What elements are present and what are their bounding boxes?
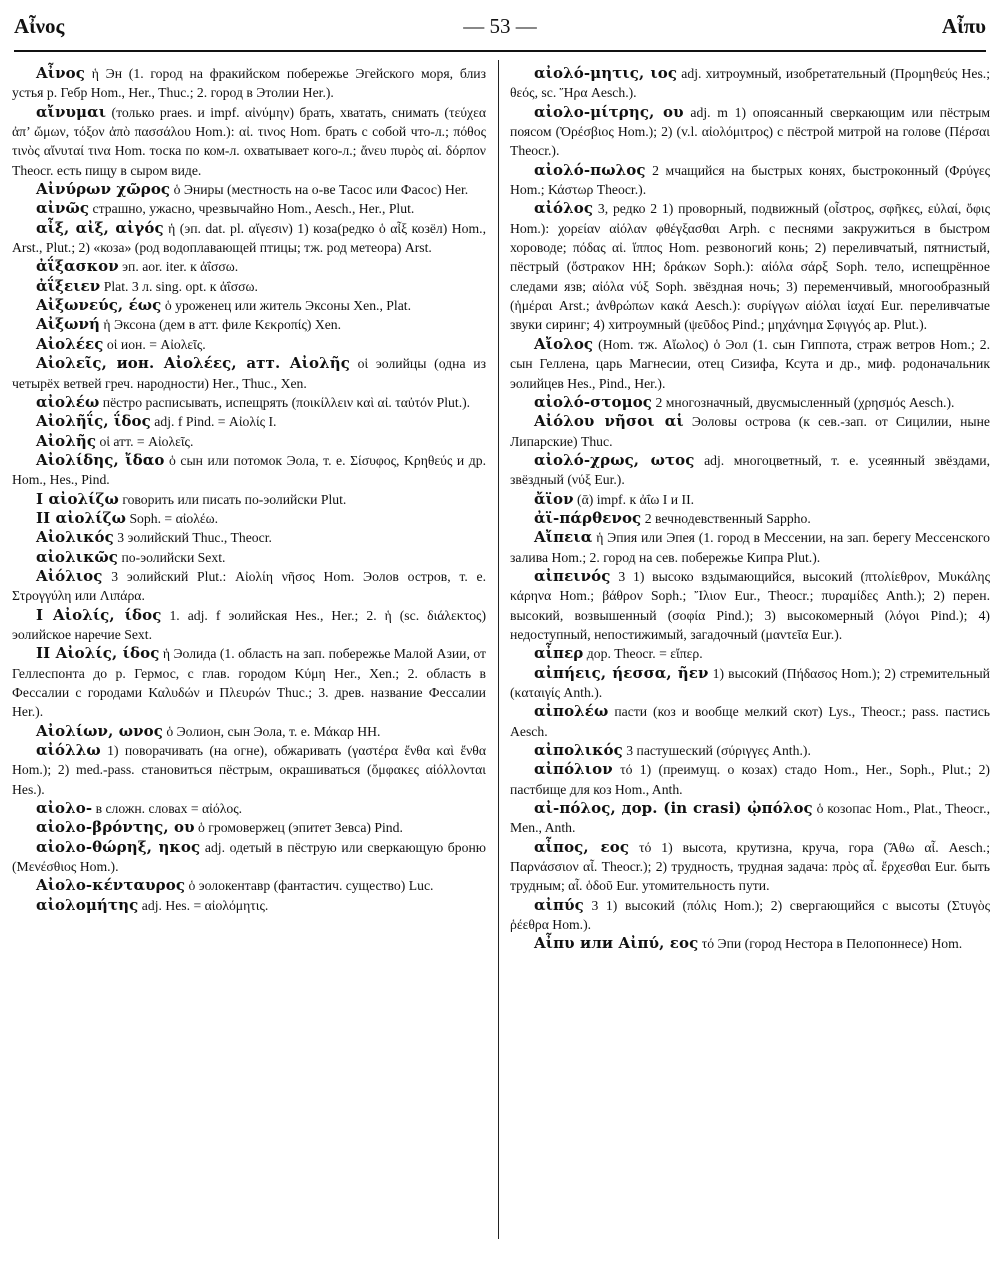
dictionary-entry — [12, 64, 486, 103]
entry-definition: adj. одетый в пёструю или сверкающую броню (Μενέσθιος Hom.). — [12, 839, 486, 875]
entry-headword: ἀΐξασκον — [36, 257, 119, 276]
entry-headword: αἰολό-χρως, ωτος — [534, 450, 695, 469]
entry-definition: (только praes. и impf. αἰνύμην) брать, хватать, снимать (τεύχεα ἀπ’ ὤμων, τόξον ἀπὸ πασσάλου Hom.): αἰ. τινος Hom. брать с собой что-л.; πόθος τινὸς αἴνυταί τινα Hom. тоска по ком-л. охватывает кого-л.; ἄνευ πυρὸς αἰ. δόρπον Theocr. есть пищу в сыром виде. — [12, 104, 486, 178]
dictionary-entry — [510, 509, 990, 528]
dictionary-entry — [12, 451, 486, 490]
dictionary-entry — [12, 509, 486, 528]
dictionary-entry — [12, 412, 486, 431]
entry-definition: adj. хитроумный, изобретательный (Προμηθεύς Hes.; θεός, sc. Ἥρα Aesch.). — [510, 66, 990, 101]
entry-headword: αἰολό-πωλος — [534, 160, 646, 179]
dictionary-entry — [510, 644, 990, 663]
dictionary-entry — [510, 412, 990, 451]
entry-headword: Αἰόλου νῆσοι αἱ — [534, 412, 684, 431]
dictionary-entry — [12, 277, 486, 296]
dictionary-entry — [12, 296, 486, 315]
header-last-word: Αἶπυ — [941, 14, 986, 38]
entry-definition: (Hom. тж. Αἴωλος) ὁ Эол (1. сын Гиппота, страж ветров Hom.; 2. сын Геллена, царь Магнесии, отец Сизифа, Ксута и др., миф. родоначальник эолийцев Hes., Pind., Her.). — [510, 336, 991, 391]
entry-definition: 2 многозначный, двусмысленный (χρησμός Aesch.). — [655, 394, 955, 410]
dictionary-entry — [510, 490, 990, 509]
entry-definition: ἡ (эп. dat. pl. αἴγεσιν) 1) коза(редко ὁ αἶξ козёл) Hom., Arst., Plut.; 2) «коза» (род водоплавающей птицы; тж. род метеора) Arst. — [12, 220, 486, 256]
entry-definition: ὁ Эолион, сын Эола, т. е. Μάκαρ HH. — [166, 723, 381, 739]
entry-definition: эп. aor. iter. к ἀΐσσω. — [122, 259, 239, 275]
entry-definition: τό Эпи (город Нестора в Пелопоннесе) Hom. — [701, 936, 963, 952]
entry-definition: ὁ сын или потомок Эола, т. е. Σίσυφος, Κρηθεύς и др. Hom., Hes., Pind. — [12, 452, 486, 488]
dictionary-entry — [510, 702, 990, 741]
entry-headword: αἰπεινός — [534, 566, 611, 585]
entry-headword: αἰπολικός — [534, 741, 623, 760]
entry-headword: II Αἰολίς, ίδος — [36, 644, 160, 663]
entry-definition: adj. f Pind. = Αἰολίς I. — [154, 414, 277, 430]
dictionary-entry — [12, 606, 486, 645]
entry-definition: ἡ Эн (1. город на фракийском побережье Эгейского моря, близ устья р. Гебр Hom., Her., Thuc.; 2. город в Этолии Her.). — [12, 66, 487, 101]
entry-headword: Αἰολῆΐς, ΐδος — [36, 412, 151, 431]
entry-definition: ὁ громовержец (эпитет Зевса) Pind. — [198, 820, 403, 836]
dictionary-entry — [12, 567, 486, 606]
dictionary-entry — [12, 722, 486, 741]
dictionary-entry — [12, 180, 486, 199]
dictionary-entry — [12, 490, 486, 509]
entry-definition: пёстро расписывать, испещрять (ποικίλλειν καὶ αἰ. ταὐτόν Plut.). — [102, 394, 471, 410]
entry-headword: Αἶνος — [36, 64, 85, 82]
entry-headword: αἰπήεις, ήεσσα, ῆεν — [534, 663, 709, 682]
entry-headword: αἰπόλιον — [534, 760, 613, 779]
dictionary-entry — [510, 103, 990, 161]
dictionary-entry — [510, 451, 990, 490]
dictionary-entry — [510, 896, 990, 935]
entry-headword: I αἰολίζω — [36, 489, 119, 508]
entry-definition: (ᾱ) impf. к ἀΐω I и II. — [577, 491, 695, 507]
entry-definition: ὁ эолокентавр (фантастич. существо) Luc. — [188, 878, 434, 894]
entry-definition: 2 вечнодевственный Sappho. — [644, 510, 811, 526]
entry-headword: αἰόλλω — [36, 741, 101, 760]
entry-headword: αἰολο-μίτρης, ου — [534, 102, 684, 121]
entry-definition: adj. m 1) опоясанный сверкающим или пёстрым поясом (Ὀρέσβιος Hom.); 2) (v.l. αἰολόμιτρος) с пёстрой митрой на голове (Πέρσαι Theocr.). — [510, 104, 990, 159]
dictionary-entry — [12, 335, 486, 354]
entry-definition: οἱ эолийцы (одна из четырёх ветвей греч. народности) Her., Thuc., Xen. — [12, 356, 486, 391]
entry-headword: αἰνῶς — [36, 199, 90, 218]
entry-definition: ἡ Эолида (1. область на зап. побережье Малой Азии, от Геллеспонта до р. Гермос, с глав. городом Κύμη Her., Xen.; 2. область в Фессалии с городами Καλυδών и Πλευρών Thuc.; 3. древ. название Фессалии Her.). — [12, 646, 487, 720]
page-number: — 53 — — [463, 14, 537, 38]
dictionary-entry — [510, 199, 990, 334]
entry-headword: Αἰολικός — [36, 528, 114, 547]
entry-headword: Αἰολέες — [36, 334, 104, 353]
entry-definition: 1. adj. f эолийская Hes., Her.; 2. ἡ (sc. διάλεκτος) эолийское наречие Sext. — [12, 607, 487, 642]
entry-headword: αἰολομήτης — [36, 895, 139, 914]
entry-headword: ἀΐξειεν — [36, 276, 101, 295]
entry-definition: ὁ Эниры (местность на о-ве Тасос или Фасос) Her. — [173, 182, 469, 198]
entry-definition: 1) поворачивать (на огне), обжаривать (γαστέρα ἔνθα καὶ ἔνθα Hom.); 2) med.-pass. становиться пёстрым, окрашиваться (ὄμφακες αἰόλλονται Hes.). — [12, 743, 487, 797]
entry-headword: αἰπολέω — [534, 702, 609, 721]
entry-definition: ὁ козопас Hom., Plat., Theocr., Men., Anth. — [510, 801, 991, 836]
entry-definition: 1) высокий (Πήδασος Hom.); 2) стремительный (καταιγίς Anth.). — [510, 665, 991, 700]
dictionary-entry — [510, 335, 990, 393]
entry-headword: ἀϊ-πάρθενος — [534, 508, 642, 527]
dictionary-entry — [12, 199, 486, 218]
entry-definition: страшно, ужасно, чрезвычайно Hom., Aesch., Her., Plut. — [92, 201, 415, 217]
left-column — [12, 64, 486, 915]
header-first-word: Αἶνος — [14, 14, 65, 38]
entry-definition: 3 1) высокий (πόλις Hom.); 2) свергающийся с высоты (Στυγὸς ῥέεθρα Hom.). — [510, 897, 991, 933]
entry-definition: 3 пастушеский (σύριγγες Anth.). — [626, 743, 811, 759]
dictionary-entry — [510, 741, 990, 760]
dictionary-entry — [12, 432, 486, 451]
dictionary-entry — [510, 838, 990, 896]
dictionary-entry — [510, 934, 990, 953]
entry-headword: Αἰολεῖς, ион. Αἰολέες, атт. Αἰολῆς — [36, 354, 350, 373]
entry-headword: Αἰνύρων χῶρος — [36, 180, 171, 199]
entry-definition: по-эолийски Sext. — [121, 549, 226, 565]
dictionary-entry — [510, 567, 990, 644]
entry-headword: Αἰολῆς — [36, 431, 97, 450]
dictionary-entry — [12, 799, 486, 818]
entry-headword: II αἰολίζω — [36, 508, 127, 527]
dictionary-entry — [12, 818, 486, 837]
entry-definition: дор. Theocr. = εἴπερ. — [586, 646, 703, 662]
entry-definition: οἱ атт. = Αἰολεῖς. — [99, 433, 194, 449]
dictionary-entry — [510, 393, 990, 412]
entry-definition: пасти (коз и вообще мелкий скот) Lys., Theocr.; pass. пастись Aesch. — [510, 704, 991, 739]
entry-definition: adj. Hes. = αἰολόμητις. — [141, 897, 269, 913]
entry-definition: τό 1) (преимущ. о козах) стадо Hom., Her., Soph., Plut.; 2) пастбище для коз Hom., Anth. — [510, 762, 990, 797]
dictionary-entry — [510, 760, 990, 799]
entry-headword: Αἰόλιος — [36, 566, 103, 585]
entry-definition: Plat. 3 л. sing. opt. к ἀΐσσω. — [103, 278, 258, 294]
entry-headword: I Αἰολίς, ίδος — [36, 605, 162, 624]
entry-definition: 2 мчащийся на быстрых конях, быстроконный (Φρύγες Hom.; Κάστωρ Theocr.). — [510, 162, 991, 198]
dictionary-entry — [12, 741, 486, 799]
dictionary-entry — [12, 896, 486, 915]
entry-headword: ἄϊον — [534, 489, 574, 508]
entry-headword: αἰολό-μητις, ιος — [534, 64, 678, 82]
right-column — [510, 64, 990, 954]
dictionary-entry — [510, 64, 990, 103]
entry-definition: Эоловы острова (к сев.-зап. от Сицилии, ныне Липарские) Thuc. — [510, 414, 990, 449]
entry-headword: αἰολο-βρόντης, ου — [36, 818, 195, 837]
entry-headword: αἰολο-θώρηξ, ηκος — [36, 837, 201, 856]
dictionary-entry — [12, 257, 486, 276]
entry-headword: αἰπύς — [534, 895, 584, 914]
entry-headword: αἰ-πόλος, дор. (in crasi) ᾠπόλος — [534, 799, 813, 818]
dictionary-entry — [510, 799, 990, 838]
entry-definition: ἡ Эксона (дем в атт. филе Κεκροπίς) Xen. — [103, 317, 342, 333]
entry-headword: αἰόλος — [534, 199, 594, 218]
entry-headword: Αἴολος — [534, 334, 594, 353]
entry-headword: Αἰξωνή — [36, 315, 100, 334]
entry-headword: Αἶπυ или Αἰπύ, εος — [534, 934, 699, 953]
dictionary-entry — [510, 528, 990, 567]
entry-definition: в сложн. словах = αἰόλος. — [95, 801, 243, 817]
entry-headword: Αἰολο-κένταυρος — [36, 876, 186, 895]
entry-definition: οἱ ион. = Αἰολεῖς. — [106, 336, 206, 352]
dictionary-entry — [12, 876, 486, 895]
entry-definition: τό 1) высота, крутизна, круча, гора (Ἄθω αἶ. Aesch.; Παρνάσσιον αἶ. Theocr.); 2) трудность, трудная задача: πρὸς αἶ. ἔρχεσθαι Eur. быть трудным; αἶ. ὁδοῦ Eur. утомительность пути. — [510, 839, 991, 894]
entry-definition: говорить или писать по-эолийски Plut. — [122, 491, 347, 507]
entry-definition: Soph. = αἰολέω. — [129, 510, 219, 526]
entry-headword: αἶπερ — [534, 644, 584, 663]
dictionary-entry — [12, 103, 486, 180]
entry-headword: αἶξ, αἰξ, αἰγός — [36, 218, 164, 237]
dictionary-entry — [12, 315, 486, 334]
dictionary-entry — [12, 838, 486, 877]
dictionary-entry — [12, 548, 486, 567]
entry-headword: αἶπος, εος — [534, 837, 630, 856]
page-header — [14, 14, 986, 44]
dictionary-entry — [12, 219, 486, 258]
dictionary-entry — [510, 161, 990, 200]
entry-headword: αἴνυμαι — [36, 102, 107, 121]
dictionary-entry — [510, 664, 990, 703]
entry-headword: αἰολικῶς — [36, 547, 119, 566]
entry-headword: αἰολέω — [36, 392, 100, 411]
entry-headword: Αἴπεια — [534, 528, 593, 547]
entry-definition: ὁ уроженец или житель Эксоны Xen., Plat. — [164, 298, 412, 314]
entry-definition: 3 эолийский Thuc., Theocr. — [117, 530, 272, 546]
entry-headword: Αἰξωνεύς, έως — [36, 296, 162, 315]
entry-definition: 3, редко 2 1) проворный, подвижный (οἶστρος, σφῆκες, εὐλαί, ὄφις Hom.): χορείαν αἰόλαν φθέγξασθαι Arph. с песнями закружиться в быстром хороводе; πόδας αἰ. ἵππος Hom. резвоногий конь; 2) переливчатый, пятнистый, пёстрый (ὄστρακον HH; δράκων Soph.): αἰόλα σάρξ Soph. тело, испещрённое следами язв; αἰόλα νύξ Soph. звёздная ночь; 3) переменчивый, многообразный (ἡμέραι Arst.; ἀνθρώπων κακά Aesch.): συρίγγων αἰόλαι ἰαχαί Eur. переливчатые звуки сиринг; 4) хитроумный (ψεῦδος Pind.; μηχάνημα Σφιγγός ap. Plut.). — [510, 201, 990, 333]
dictionary-entry — [12, 528, 486, 547]
entry-headword: αἰολό-στομος — [534, 392, 653, 411]
entry-definition: ἡ Эпия или Эпея (1. город в Мессении, на зап. берегу Мессенского залива Hom.; 2. город на сев. побережье Кипра Plut.). — [510, 530, 991, 565]
entry-headword: αἰολο- — [36, 799, 93, 818]
column-divider — [498, 60, 499, 1239]
dictionary-entry — [12, 354, 486, 393]
entry-definition: adj. многоцветный, т. е. усеянный звёздами, звёздный (νύξ Eur.). — [510, 452, 990, 488]
dictionary-entry — [12, 644, 486, 721]
entry-headword: Αἰολίων, ωνος — [36, 721, 163, 740]
entry-definition: 3 1) высоко вздымающийся, высокий (πτολίεθρον, Μυκάλης κάρηνα Hom.; βάθρον Soph.; Ἴλιον Eur., Theocr.; πυραμίδες Anth.); 2) перен. высокий, возвышенный (σοφία Pind.); 3) высокомерный (λόγοι Pind.); 4) недоступный, непостижимый, загадочный (μαντεῖα Eur.). — [510, 568, 991, 642]
entry-headword: Αἰολίδης, ἴδαο — [36, 450, 165, 469]
dictionary-entry — [12, 393, 486, 412]
entry-definition: 3 эолийский Plut.: Αἰολίη νῆσος Hom. Эолов остров, т. е. Στρογγύλη или Λιπάρα. — [12, 568, 487, 604]
header-rule — [14, 50, 986, 52]
